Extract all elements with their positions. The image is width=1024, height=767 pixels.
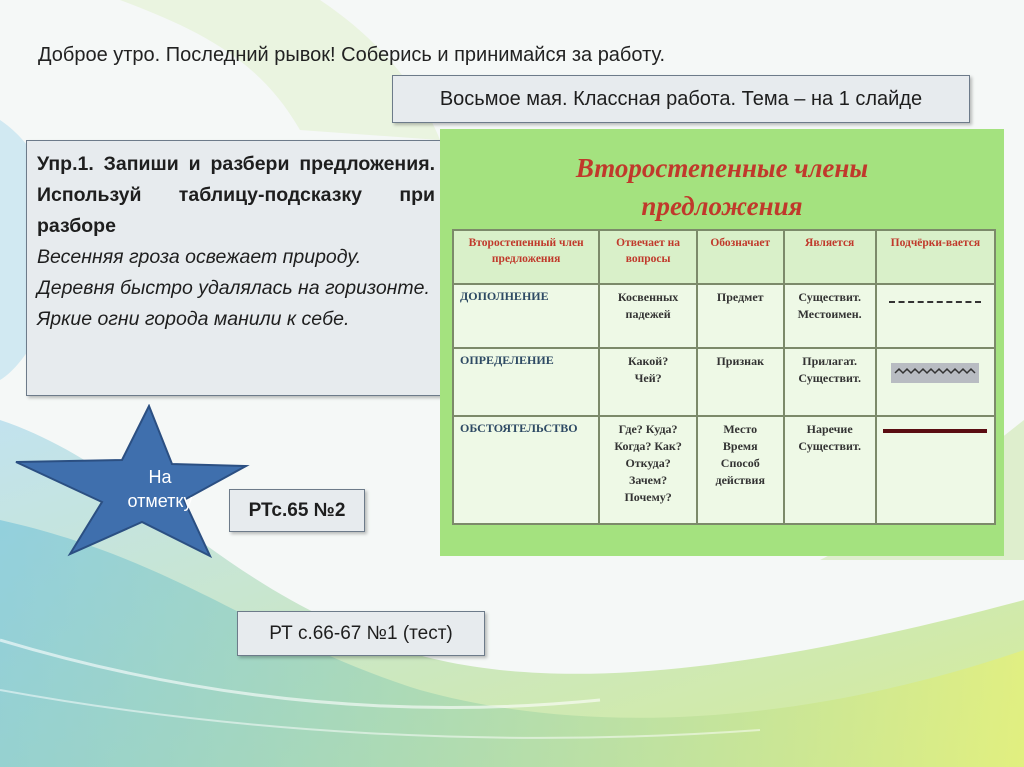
cell-line: Когда? Как?	[614, 439, 682, 453]
cell-line: Наречие	[806, 422, 853, 436]
greeting-text: Доброе утро. Последний рывок! Соберись и принимайся за работу.	[38, 44, 666, 66]
cell-line: Существит.	[798, 439, 861, 453]
questions-cell	[599, 348, 697, 416]
column-header: Является	[784, 230, 876, 284]
star-label	[105, 465, 215, 513]
underline-cell	[876, 348, 995, 416]
questions-cell	[599, 284, 697, 348]
cell-line: Место	[723, 422, 758, 436]
questions-cell	[599, 416, 697, 524]
cell-line: Предмет	[716, 290, 764, 304]
cell-line: Существит.	[798, 371, 861, 385]
exercise-sentence: Яркие огни города манили к себе.	[37, 308, 350, 330]
column-header: Обозначает	[697, 230, 784, 284]
exercise-sentence: Весенняя гроза освежает природу.	[37, 246, 362, 268]
member-name: ДОПОЛНЕНИЕ	[453, 284, 599, 348]
lesson-topic-box: Восьмое мая. Классная работа. Тема – на 1 слайде	[392, 75, 970, 123]
wavy-underline-sample	[891, 363, 979, 383]
cell-line: Почему?	[624, 490, 672, 504]
panel-title-line1: Второстепенные члены	[575, 153, 869, 183]
cell-line: падежей	[625, 307, 671, 321]
column-header: Второстепенный член предложения	[453, 230, 599, 284]
exercise-sentence: Деревня быстро удалялась на горизонте.	[37, 277, 430, 299]
table-row	[453, 416, 995, 524]
table-row	[453, 284, 995, 348]
secondary-members-panel	[440, 129, 1004, 556]
cell-line: Какой?	[627, 354, 669, 368]
cell-line: Существит.	[798, 290, 861, 304]
cell-line: Зачем?	[629, 473, 668, 487]
panel-title	[440, 149, 1004, 225]
exercise-heading: Упр.1. Запиши и разбери предложения. Используй таблицу-подсказку при разборе	[37, 153, 435, 237]
solid-underline-sample	[883, 429, 987, 433]
member-name: ОПРЕДЕЛЕНИЕ	[453, 348, 599, 416]
underline-cell	[876, 284, 995, 348]
secondary-members-table	[452, 229, 996, 525]
column-header: Подчёрки-вается	[876, 230, 995, 284]
cell-line: Прилагат.	[802, 354, 858, 368]
column-header: Отвечает на вопросы	[599, 230, 697, 284]
cell-line: Косвенных	[617, 290, 679, 304]
cell-line: Местоимен.	[797, 307, 862, 321]
cell-line: Признак	[716, 354, 765, 368]
cell-line: Время	[722, 439, 758, 453]
workbook-task-box: РТс.65 №2	[229, 489, 365, 532]
exercise-box	[26, 140, 446, 396]
star-label-line2: отметку	[127, 491, 193, 511]
part-of-speech-cell	[784, 416, 876, 524]
part-of-speech-cell	[784, 348, 876, 416]
meaning-cell	[697, 284, 784, 348]
underline-cell	[876, 416, 995, 524]
cell-line: Где? Куда?	[618, 422, 678, 436]
meaning-cell	[697, 416, 784, 524]
cell-line: Способ	[720, 456, 760, 470]
meaning-cell	[697, 348, 784, 416]
cell-line: Чей?	[634, 371, 662, 385]
table-header-row	[453, 230, 995, 284]
test-task-box: РТ с.66-67 №1 (тест)	[237, 611, 485, 656]
table-row	[453, 348, 995, 416]
dashed-underline-sample	[889, 301, 981, 303]
cell-line: Откуда?	[625, 456, 671, 470]
cell-line: действия	[715, 473, 765, 487]
panel-title-line2: предложения	[641, 191, 803, 221]
part-of-speech-cell	[784, 284, 876, 348]
star-label-line1: На	[148, 467, 172, 487]
member-name: ОБСТОЯТЕЛЬСТВО	[453, 416, 599, 524]
